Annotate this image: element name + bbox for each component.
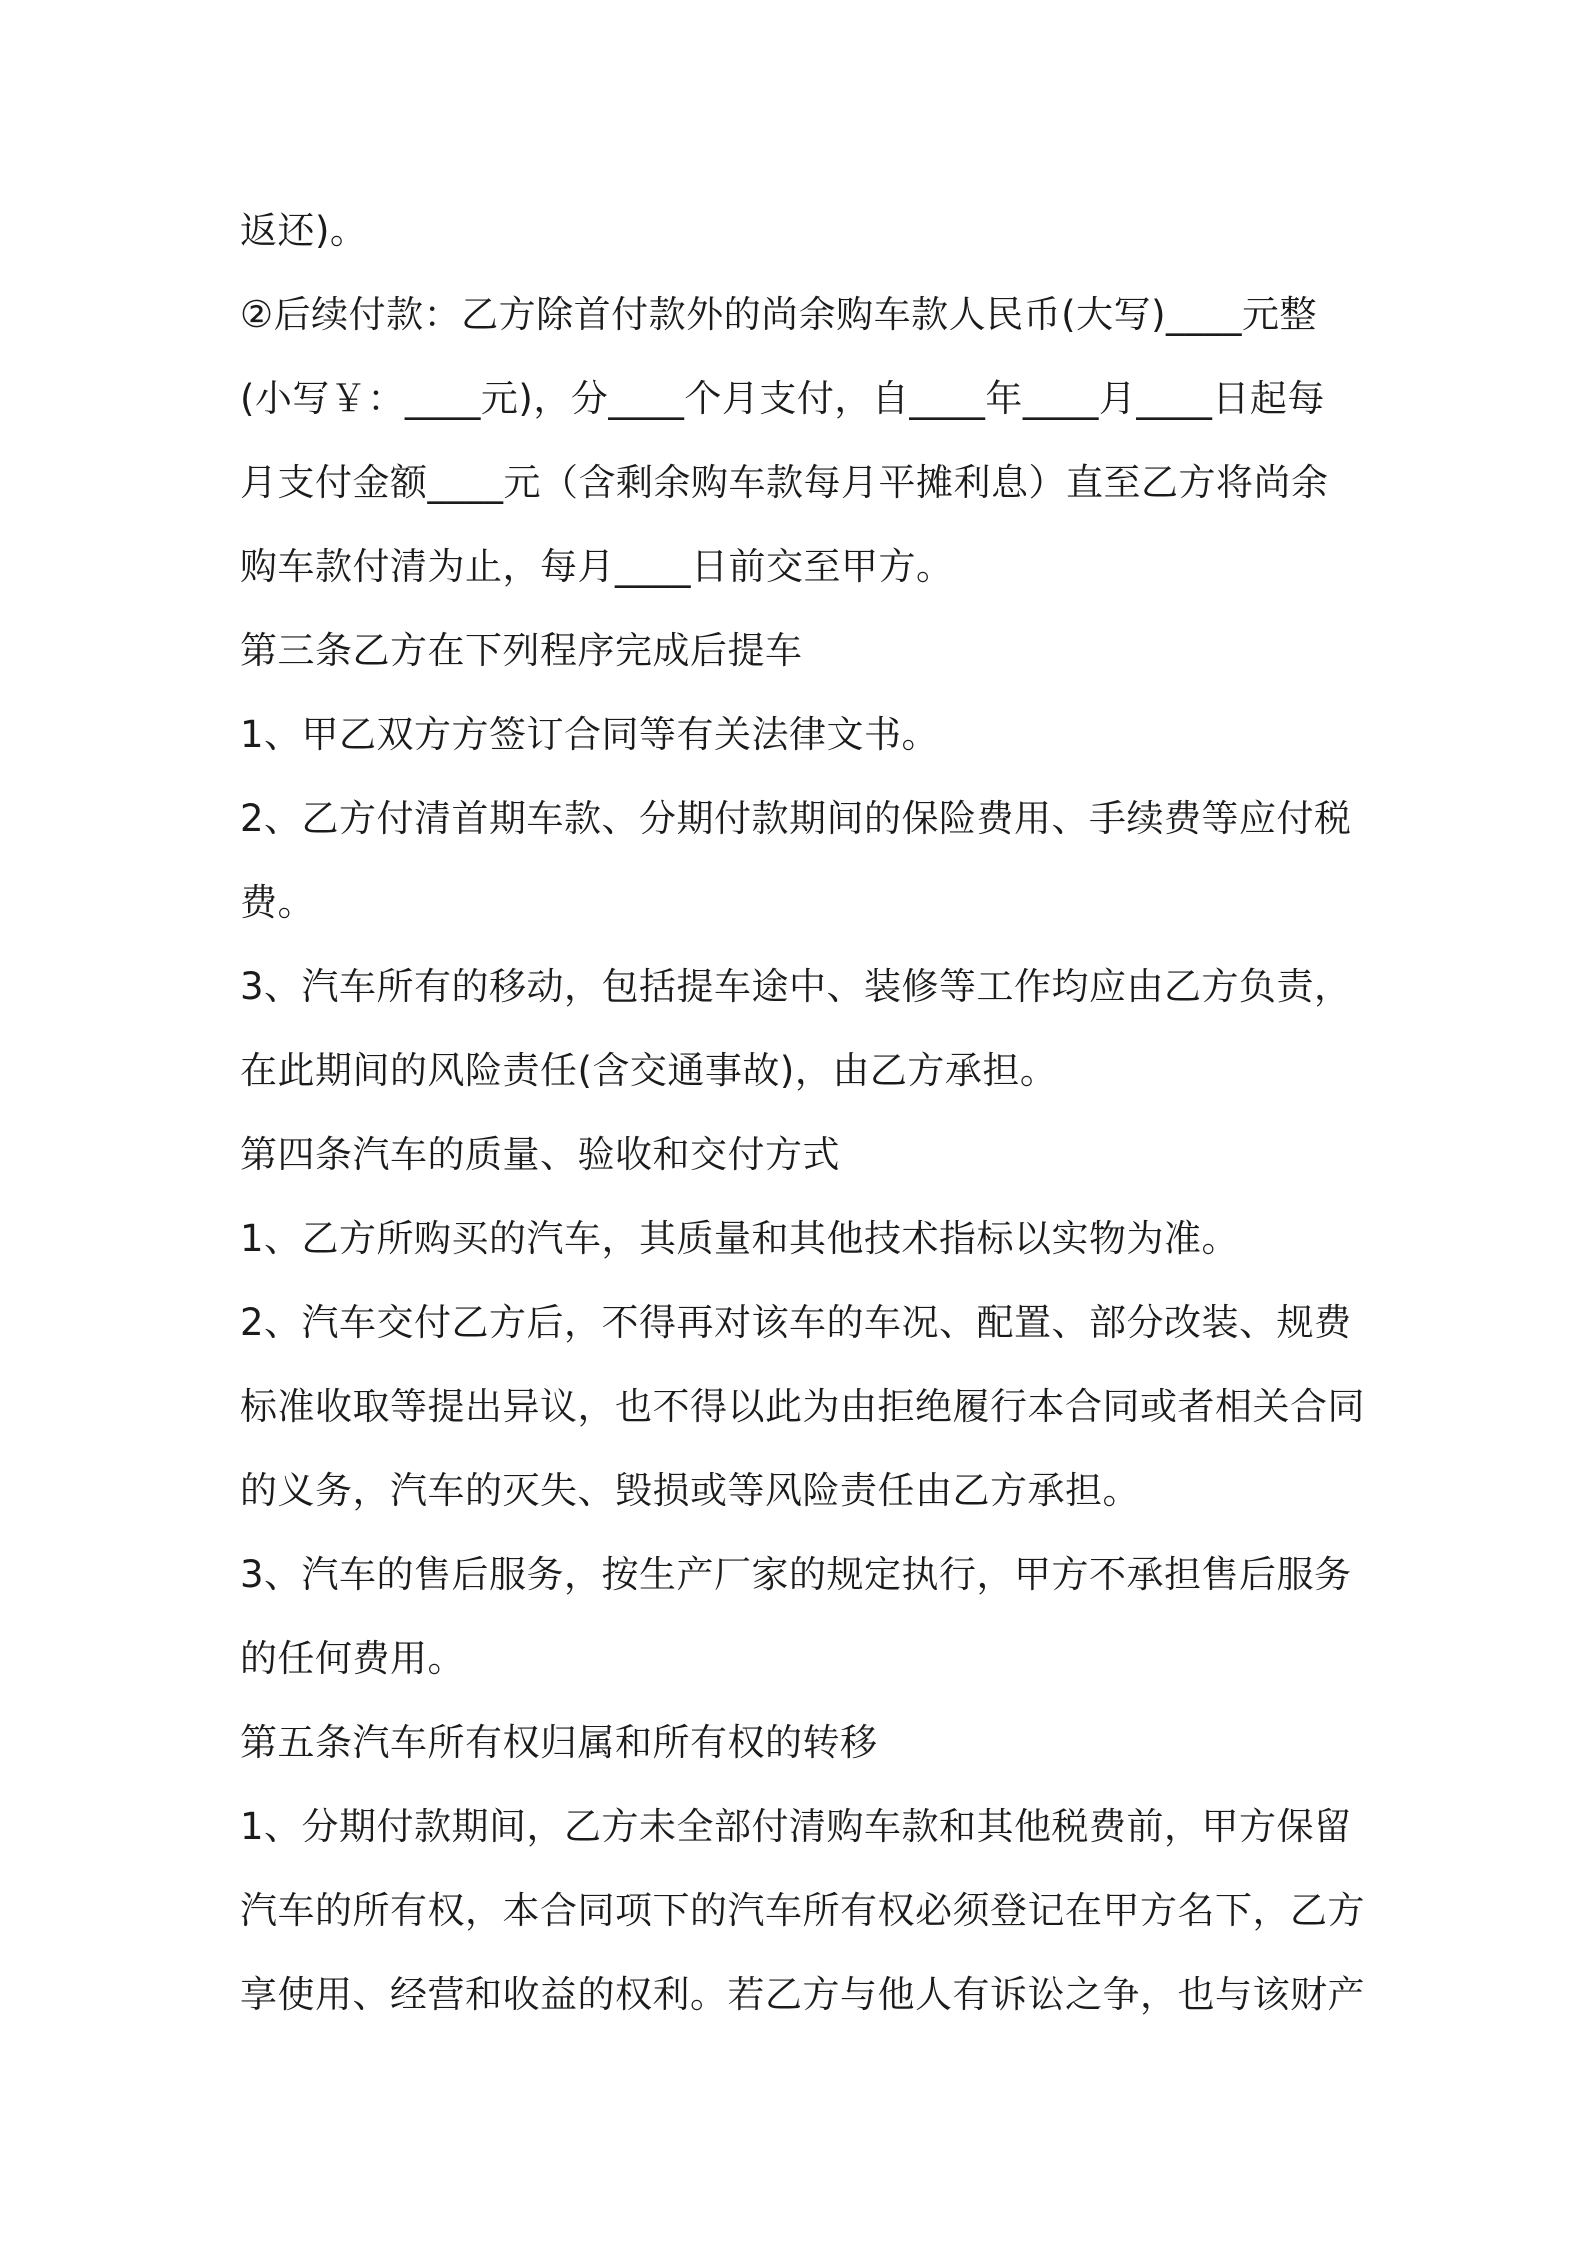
text-line: ②后续付款：乙方除首付款外的尚余购车款人民币(大写)____元整 <box>240 293 1318 336</box>
text-line: 享使用、经营和收益的权利。若乙方与他人有诉讼之争，也与该财产 <box>240 1973 1365 2016</box>
text-line: 的任何费用。 <box>240 1637 465 1680</box>
article-heading: 第三条乙方在下列程序完成后提车 <box>240 629 803 672</box>
text-line: 标准收取等提出异议，也不得以此为由拒绝履行本合同或者相关合同 <box>240 1385 1365 1428</box>
text-line: 返还)。 <box>240 209 368 252</box>
text-line: 汽车的所有权，本合同项下的汽车所有权必须登记在甲方名下，乙方 <box>240 1889 1365 1932</box>
text-line: 3、汽车的售后服务，按生产厂家的规定执行，甲方不承担售后服务 <box>240 1553 1352 1596</box>
text-line: 3、汽车所有的移动，包括提车途中、装修等工作均应由乙方负责， <box>240 965 1352 1008</box>
text-line: 1、分期付款期间，乙方未全部付清购车款和其他税费前，甲方保留 <box>240 1805 1352 1848</box>
document-body <box>240 196 1365 2044</box>
text-line: 2、汽车交付乙方后，不得再对该车的车况、配置、部分改装、规费 <box>240 1301 1352 1344</box>
text-line: 费。 <box>240 881 315 924</box>
article-heading: 第五条汽车所有权归属和所有权的转移 <box>240 1721 878 1764</box>
text-line: 购车款付清为止，每月____日前交至甲方。 <box>240 545 954 588</box>
text-line: 在此期间的风险责任(含交通事故)，由乙方承担。 <box>240 1049 1058 1092</box>
text-line: 1、甲乙双方方签订合同等有关法律文书。 <box>240 713 940 756</box>
text-line: (小写￥：____元)，分____个月支付，自____年____月____日起每 <box>240 377 1325 420</box>
text-line: 1、乙方所购买的汽车，其质量和其他技术指标以实物为准。 <box>240 1217 1240 1260</box>
article-heading: 第四条汽车的质量、验收和交付方式 <box>240 1133 840 1176</box>
text-line: 月支付金额____元（含剩余购车款每月平摊利息）直至乙方将尚余 <box>240 461 1329 504</box>
text-line: 的义务，汽车的灭失、毁损或等风险责任由乙方承担。 <box>240 1469 1140 1512</box>
text-line: 2、乙方付清首期车款、分期付款期间的保险费用、手续费等应付税 <box>240 797 1352 840</box>
